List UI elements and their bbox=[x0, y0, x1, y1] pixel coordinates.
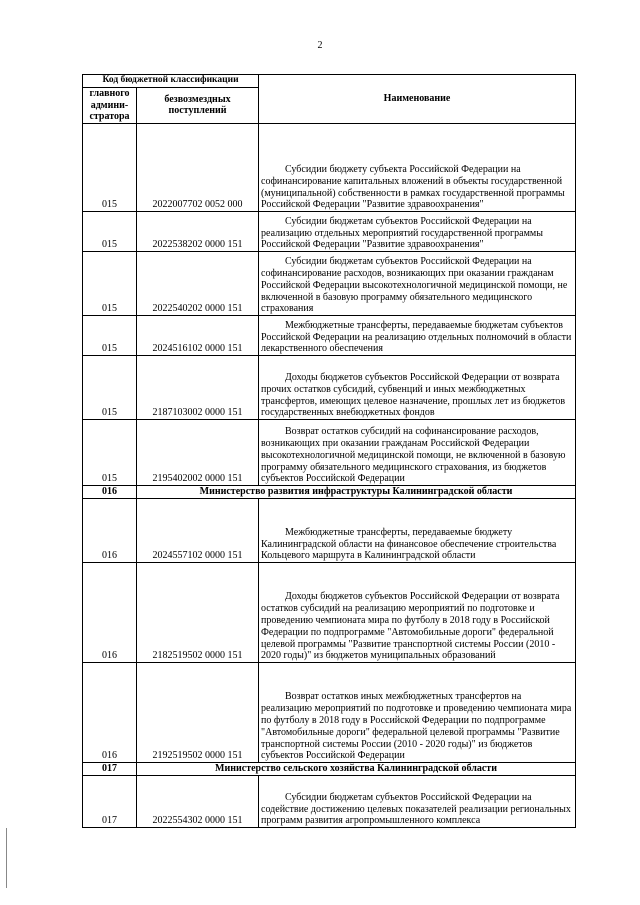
ministry-row bbox=[83, 763, 576, 776]
row-name bbox=[259, 356, 576, 420]
header-code-group: Код бюджетной классификации bbox=[83, 75, 259, 88]
admin-code: 015 bbox=[83, 252, 137, 316]
admin-code: 015 bbox=[83, 124, 137, 212]
table-row bbox=[83, 663, 576, 763]
admin-code: 015 bbox=[83, 212, 137, 252]
header-revenue: безвозмездных поступлений bbox=[137, 87, 259, 123]
admin-code: 016 bbox=[83, 663, 137, 763]
admin-code: 016 bbox=[83, 499, 137, 563]
admin-code: 015 bbox=[83, 316, 137, 356]
table-row bbox=[83, 420, 576, 486]
header-name: Наименование bbox=[259, 75, 576, 124]
revenue-code: 2022538202 0000 151 bbox=[137, 212, 259, 252]
table-row bbox=[83, 316, 576, 356]
revenue-code: 2195402002 0000 151 bbox=[137, 420, 259, 486]
revenue-code: 2187103002 0000 151 bbox=[137, 356, 259, 420]
revenue-code: 2024557102 0000 151 bbox=[137, 499, 259, 563]
revenue-code: 2182519502 0000 151 bbox=[137, 563, 259, 663]
row-name-text: Доходы бюджетов субъектов Российской Федерации от возврата остатков субсидий на реализацию мероприятий по подготовке и проведению чемпионата мира по футболу в 2018 году в Российской Федерации по подпрограмме "Автомобильные дороги" федеральной целевой программы "Развитие транспортной системы России (2010 - 2020 годы)" из бюджетов муниципальных образований bbox=[261, 591, 560, 662]
scan-margin-mark bbox=[6, 828, 7, 888]
row-name-text: Межбюджетные трансферты, передаваемые бюджету Калининградской области на финансовое обеспечение строительства Кольцевого маршрута в Калининградской области bbox=[261, 526, 557, 562]
page-number: 2 bbox=[317, 40, 323, 51]
row-name-text: Субсидии бюджетам субъектов Российской Федерации на софинансирование расходов, возникающих при оказании гражданам Российской Федерации высокотехнологичной медицинской помощи, не включенной в базовую программу обязательного медицинского страхования bbox=[261, 256, 568, 315]
row-name-text: Субсидии бюджету субъекта Российской Федерации на софинансирование капитальных вложений в объекты государственной (муниципальной) собственности в рамках государственной программы Российской Федерации "Развитие здравоохранения" bbox=[261, 164, 565, 211]
row-name bbox=[259, 316, 576, 356]
admin-code: 015 bbox=[83, 420, 137, 486]
revenue-code: 2192519502 0000 151 bbox=[137, 663, 259, 763]
row-name bbox=[259, 252, 576, 316]
row-name-text: Возврат остатков иных межбюджетных трансфертов на реализацию мероприятий по подготовке и проведению чемпионата мира по футболу в 2018 году в Российской Федерации по подпрограмме "Автомобильные дороги" федеральной целевой программы "Развитие транспортной системы России (2010 - 2020 годы)" из бюджетов субъектов Российской Федерации bbox=[261, 691, 572, 762]
row-name-text: Доходы бюджетов субъектов Российской Федерации от возврата прочих остатков субсидий, субвенций и иных межбюджетных трансфертов, имеющих целевое назначение, прошлых лет из бюджетов государственных внебюджетных фондов bbox=[261, 372, 566, 419]
admin-code: 015 bbox=[83, 356, 137, 420]
row-name-text: Межбюджетные трансферты, передаваемые бюджетам субъектов Российской Федерации на реализацию отдельных полномочий в области лекарственного обеспечения bbox=[261, 319, 572, 355]
row-name bbox=[259, 124, 576, 212]
revenue-code: 2024516102 0000 151 bbox=[137, 316, 259, 356]
table-row bbox=[83, 356, 576, 420]
revenue-code: 2022540202 0000 151 bbox=[137, 252, 259, 316]
ministry-admin-code: 017 bbox=[83, 763, 137, 776]
revenue-code: 2022554302 0000 151 bbox=[137, 776, 259, 828]
revenue-code: 2022007702 0052 000 bbox=[137, 124, 259, 212]
table-row bbox=[83, 776, 576, 828]
table-row bbox=[83, 124, 576, 212]
row-name-text: Субсидии бюджетам субъектов Российской Федерации на реализацию отдельных мероприятий государственной программы Российской Федерации "Развитие здравоохранения" bbox=[261, 215, 543, 251]
table-row bbox=[83, 563, 576, 663]
row-name bbox=[259, 776, 576, 828]
row-name bbox=[259, 499, 576, 563]
row-name bbox=[259, 212, 576, 252]
table-row bbox=[83, 499, 576, 563]
row-name bbox=[259, 420, 576, 486]
header-admin: главного админи-стратора bbox=[83, 87, 137, 123]
table-row bbox=[83, 252, 576, 316]
row-name bbox=[259, 663, 576, 763]
row-name bbox=[259, 563, 576, 663]
ministry-row bbox=[83, 486, 576, 499]
admin-code: 017 bbox=[83, 776, 137, 828]
budget-classification-table bbox=[82, 74, 576, 828]
table-row bbox=[83, 212, 576, 252]
ministry-name: Министерство развития инфраструктуры Калининградской области bbox=[137, 486, 576, 499]
row-name-text: Субсидии бюджетам субъектов Российской Федерации на содействие достижению целевых показателей реализации региональных программ развития агропромышленного комплекса bbox=[261, 791, 571, 827]
ministry-admin-code: 016 bbox=[83, 486, 137, 499]
row-name-text: Возврат остатков субсидий на софинансирование расходов, возникающих при оказании гражданам Российской Федерации высокотехнологичной медицинской помощи, не включенной в базовую программу обязательного медицинского страхования, из бюджетов субъектов Российской Федерации bbox=[261, 426, 566, 485]
admin-code: 016 bbox=[83, 563, 137, 663]
ministry-name: Министерство сельского хозяйства Калининградской области bbox=[137, 763, 576, 776]
